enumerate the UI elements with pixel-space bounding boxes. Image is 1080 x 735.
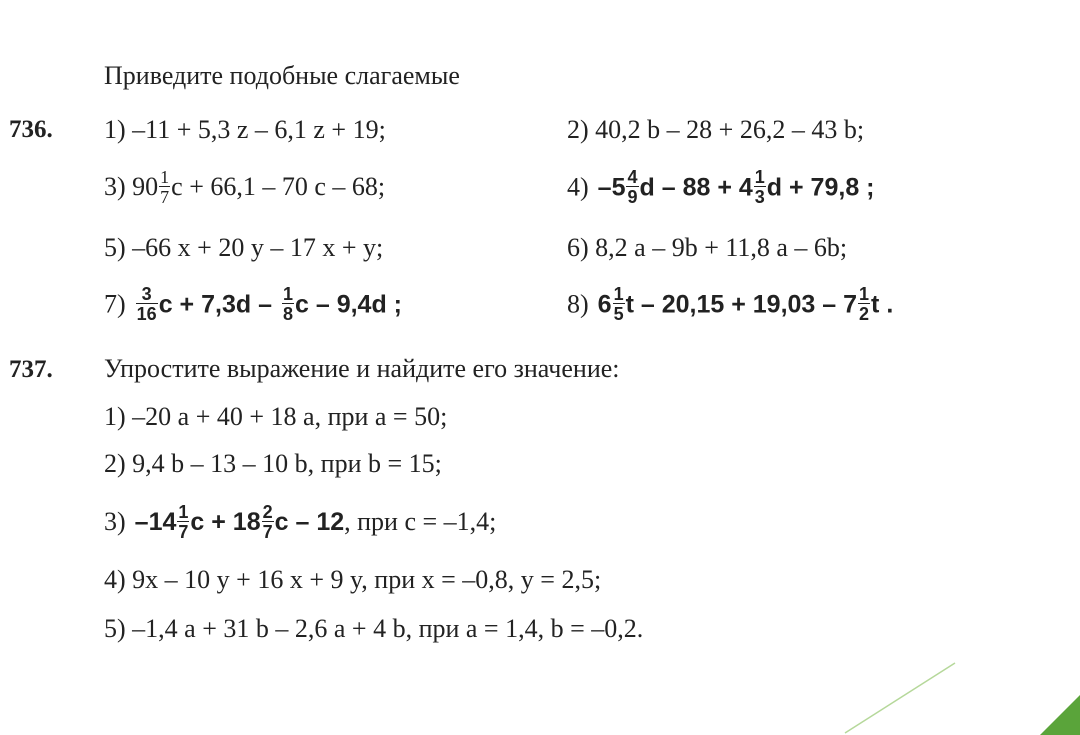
exercise-736-8: 8) 6 $\frac{1}{5}$ t – 20,15 + 19,03 – 7 $\frac{1}{2}$ t . xyxy=(567,284,894,324)
exercise-736-2: 2) 40,2 b – 28 + 26,2 – 43 b; xyxy=(567,115,865,144)
fraction: $\frac{4}{9}$ xyxy=(627,167,638,207)
fraction: $\frac{1}{8}$ xyxy=(282,284,293,324)
green-triangle xyxy=(1040,695,1080,735)
exercise-737-1: 1) –20 a + 40 + 18 a, при a = 50; xyxy=(104,402,448,431)
exercise-737-5: 5) –1,4 a + 31 b – 2,6 a + 4 b, при a = 1,4, b = –0,2. xyxy=(104,614,644,643)
corner-decoration xyxy=(840,655,1080,735)
fraction: $\frac{1}{7}$ xyxy=(178,502,189,542)
fraction: $\frac{1}{7}$ xyxy=(160,167,170,207)
exercise-736-1: 1) –11 + 5,3 z – 6,1 z + 19; xyxy=(104,115,386,144)
fraction: $\frac{3}{16}$ xyxy=(136,284,157,324)
exercise-736-6: 6) 8,2 a – 9b + 11,8 a – 6b; xyxy=(567,233,848,262)
fraction: $\frac{1}{2}$ xyxy=(859,284,870,324)
exercise-736-7: 7) $\frac{3}{16}$ c + 7,3d – $\frac{1}{8}$ c – 9,4d ; xyxy=(104,284,402,324)
section-heading-737: Упростите выражение и найдите его значение: xyxy=(104,354,620,383)
exercise-736-5: 5) –66 x + 20 y – 17 x + y; xyxy=(104,233,384,262)
problem-number-737: 737. xyxy=(9,356,53,383)
fraction: $\frac{2}{7}$ xyxy=(262,502,273,542)
fraction: $\frac{1}{5}$ xyxy=(613,284,624,324)
exercise-736-4: 4) –5 $\frac{4}{9}$ d – 88 + 4 $\frac{1}{3}$ d + 79,8 ; xyxy=(567,167,875,207)
exercise-736-3: 3) 90 $\frac{1}{7}$ c + 66,1 – 70 c – 68; xyxy=(104,167,386,207)
exercise-737-2: 2) 9,4 b – 13 – 10 b, при b = 15; xyxy=(104,449,442,478)
fraction: $\frac{1}{3}$ xyxy=(754,167,765,207)
section-heading: Приведите подобные слагаемые xyxy=(104,61,460,90)
decor-line xyxy=(845,663,955,733)
problem-number-736: 736. xyxy=(9,116,53,143)
exercise-737-3: 3) –14 $\frac{1}{7}$ c + 18 $\frac{2}{7}$ c – 12, при c = –1,4; xyxy=(104,502,497,542)
exercise-737-4: 4) 9x – 10 y + 16 x + 9 y, при x = –0,8, y = 2,5; xyxy=(104,565,602,594)
